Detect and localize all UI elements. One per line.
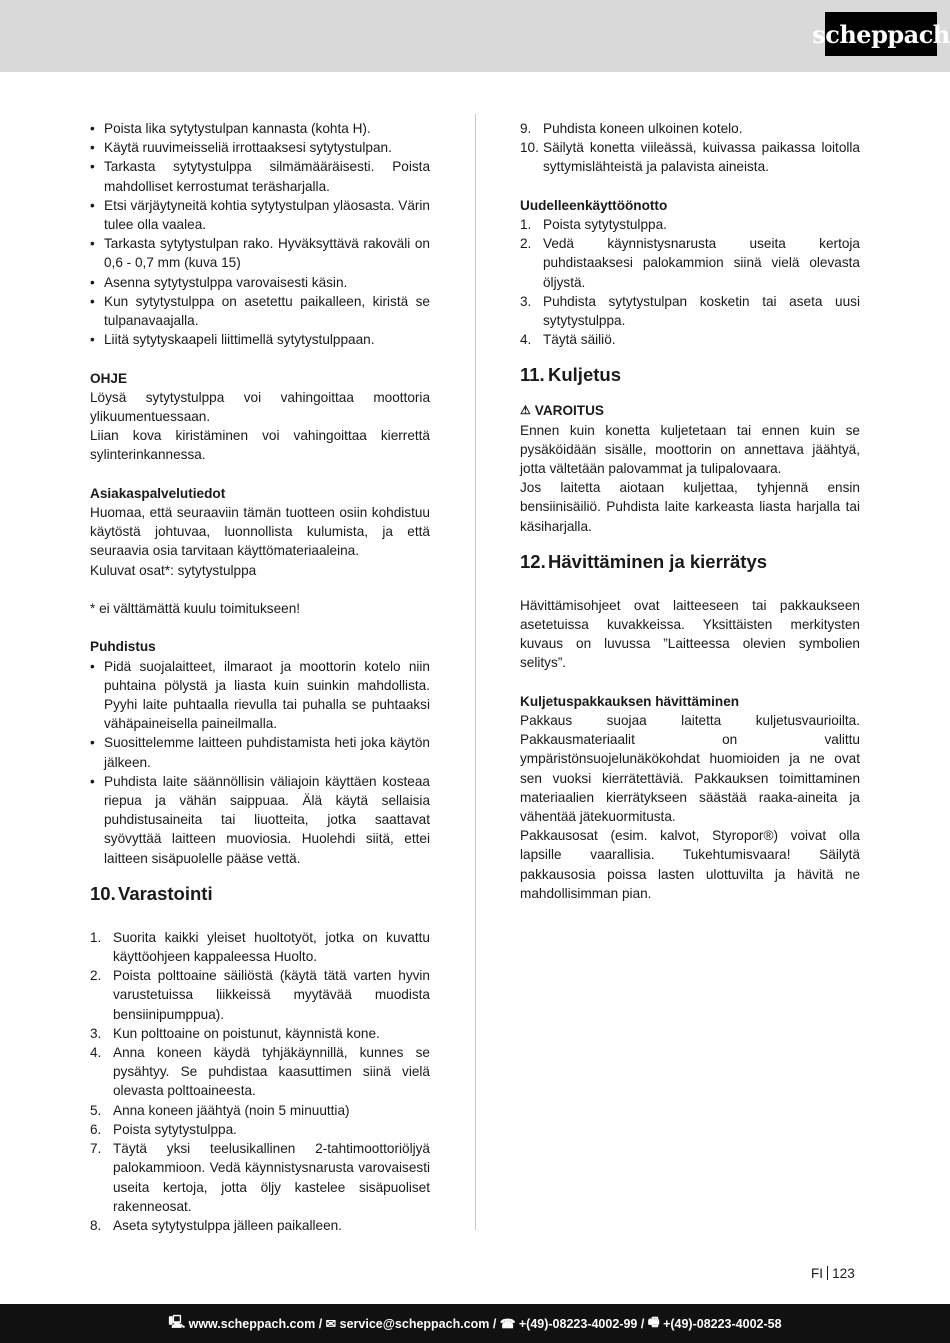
list-item: 4. Anna koneen käydä tyhjäkäynnillä, kunnes se pysähtyy. Se puhdistaa kaasuttimen siinä vielä olevasta polttoaineesta.: [90, 1045, 430, 1099]
list-item: • Käytä ruuvimeisseliä irrottaaksesi sytytystulpan.: [90, 138, 430, 157]
recommissioning-list: [520, 215, 860, 349]
list-item: • Pidä suojalaitteet, ilmaraot ja moottorin kotelo niin puhtaina pölystä ja liasta kuin suinkin mahdollista. Pyyhi laite puhtaalla rievulla tai puhalla se puhtaaksi vähäpaineisella paineilmalla.: [90, 657, 430, 734]
header-bar: [0, 0, 950, 72]
warning-icon: ⚠: [520, 403, 531, 418]
ohje-text: Liian kova kiristäminen voi vahingoittaa kierrettä sylinterinkannessa.: [90, 428, 430, 463]
footer-bar: 🖳 www.scheppach.com / ✉ service@scheppach.com / ☎ +(49)-08223-4002-99 / 🖷 +(49)-08223-4002-58: [0, 1304, 950, 1343]
list-item: • Asenna sytytystulppa varovaisesti käsin.: [90, 273, 430, 292]
list-item: 4. Täytä säiliö.: [520, 332, 616, 348]
phone-number: +(49)-08223-4002-99: [518, 1316, 638, 1331]
packaging-text: Pakkausosat (esim. kalvot, Styropor®) voivat olla lapsille vaarallisia. Tukehtumisvaara! Säilytä pakkausosia poissa lasten ulottuvilta ja hävitä ne mahdollisimman pian.: [520, 828, 860, 901]
list-item: 2. Poista polttoaine säiliöstä (käytä tätä varten hyvin varustetuissa liikkeissä myytävää muodista bensiinipumppua).: [90, 968, 430, 1022]
section-11-title: 11. Kuljetus: [520, 364, 621, 386]
list-item: • Tarkasta sytytystulppa silmämääräisesti. Poista mahdolliset kerrostumat teräsharjalla.: [90, 157, 430, 195]
cleaning-heading: Puhdistus: [90, 639, 156, 655]
spark-plug-steps: [90, 119, 430, 349]
list-item: • Kun sytytystulppa on asetettu paikalleen, kiristä se tulpanavaajalla.: [90, 292, 430, 330]
list-item: 3. Puhdista sytytystulpan kosketin tai aseta uusi sytytystulppa.: [520, 293, 860, 329]
customer-service-heading: Asiakaspalvelutiedot: [90, 485, 226, 501]
footnote: * ei välttämättä kuulu toimitukseen!: [90, 601, 301, 617]
page-number: FI 123: [811, 1266, 855, 1281]
email-link[interactable]: service@scheppach.com: [339, 1316, 490, 1331]
list-item: 7. Täytä yksi teelusikallinen 2-tahtimoottoriöljyä palokammioon. Vedä käynnistysnarusta varovaisesti useita kertoja, jotta öljy kastelee sisäpuoliset rakenneosat.: [90, 1141, 430, 1214]
customer-service-text: Huomaa, että seuraaviin tämän tuotteen osiin kohdistuu käytöstä johtuvaa, luonnollista kulumista, ja että seuraavia osia tarvitaan käyttömateriaaleina.: [90, 505, 430, 559]
storage-list: [90, 928, 430, 1235]
ohje-heading: OHJE: [90, 370, 128, 386]
warning-heading: ⚠ VAROITUS: [520, 401, 860, 420]
disposal-text: Hävittämisohjeet ovat laitteeseen tai pakkaukseen asetetuissa kuvakkeissa. Yksittäisten merkitysten kuvaus on luvussa ”Laitteessa olevien symbolien selitys”.: [520, 597, 860, 671]
storage-list-continued: [520, 119, 860, 177]
wear-parts-text: Kuluvat osat*: sytytystulppa: [90, 562, 257, 578]
warning-text: Jos laitetta aiotaan kuljettaa, tyhjennä ensin bensiinisäiliö. Puhdista laite karkeasta liasta harjalla tai käsiharjalla.: [520, 480, 860, 534]
ohje-text: Löysä sytytystulppa voi vahingoittaa moottoria ylikuumentuessaan.: [90, 389, 430, 425]
list-item: • Tarkasta sytytystulpan rako. Hyväksyttävä rakoväli on 0,6 - 0,7 mm (kuva 15): [90, 234, 430, 272]
fax-icon: 🖷: [647, 1315, 664, 1329]
scheppach-logo: scheppach: [825, 12, 937, 56]
recommissioning-heading: Uudelleenkäyttöönotto: [520, 197, 668, 213]
right-column: [520, 119, 860, 903]
phone-icon: ☎: [499, 1317, 519, 1331]
list-item: • Suosittelemme laitteen puhdistamista heti joka käytön jälkeen.: [90, 733, 430, 771]
list-item: • Etsi värjäytyneitä kohtia sytytystulpan yläosasta. Värin tulee olla vaalea.: [90, 196, 430, 234]
website-link[interactable]: www.scheppach.com: [188, 1316, 316, 1331]
warning-text: Ennen kuin konetta kuljetetaan tai ennen kuin se pysäköidään sisälle, moottorin on annettava jäähtyä, jotta vältetään palovammat ja tulipalovaara.: [520, 422, 860, 477]
section-10-title: 10. Varastointi: [90, 882, 213, 904]
left-column: [90, 119, 430, 1235]
packaging-text: Pakkaus suojaa laitetta kuljetusvaurioilta. Pakkausmateriaalit on valittu ympäristönsuojelunäkökohdat huomioiden ja ne ovat sen vuoksi kierrätettäviä. Pakkauksen toimittaminen materiaalien kierrätykseen säästää raaka-aineita ja vähentää jätekuormitusta.: [520, 713, 860, 825]
list-item: 10. Säilytä konetta viileässä, kuivassa paikassa loitolla syttymislähteistä ja palavista aineista.: [520, 140, 860, 175]
section-12-title: 12. Hävittäminen ja kierrätys: [520, 550, 768, 572]
packaging-disposal-heading: Kuljetuspakkauksen hävittäminen: [520, 693, 740, 709]
fax-number: +(49)-08223-4002-58: [663, 1316, 782, 1331]
list-item: 3. Kun polttoaine on poistunut, käynnistä kone.: [90, 1025, 380, 1041]
list-item: 1. Suorita kaikki yleiset huoltotyöt, jotka on kuvattu käyttöohjeen kappaleessa Huolto.: [90, 929, 430, 965]
list-item: 6. Poista sytytystulppa.: [90, 1121, 237, 1137]
list-item: 8. Aseta sytytystulppa jälleen paikalleen.: [90, 1217, 342, 1233]
list-item: 9. Puhdista koneen ulkoinen kotelo.: [520, 121, 743, 136]
list-item: 2. Vedä käynnistysnarusta useita kertoja puhdistaaksesi palokammion siinä vielä olevasta öljystä.: [520, 236, 860, 290]
list-item: 1. Poista sytytystulppa.: [520, 217, 667, 232]
list-item: • Liitä sytytyskaapeli liittimellä sytytystulppaan.: [90, 330, 430, 349]
cleaning-list: [90, 657, 430, 868]
mail-icon: ✉: [325, 1317, 340, 1331]
list-item: 5. Anna koneen jäähtyä (noin 5 minuuttia): [90, 1102, 350, 1118]
list-item: • Puhdista laite säännöllisin väliajoin käyttäen kosteaa riepua ja vähän saippuaa. Älä käytä sellaisia puhdistusaineita tai liuotteita, jotka saattavat syövyttää laitteen muoviosia. Huolehdi siitä, ettei laitteen sisäpuolelle pääse vettä.: [90, 772, 430, 868]
computer-icon: 🖳: [168, 1315, 189, 1329]
list-item: • Poista lika sytytystulpan kannasta (kohta H).: [90, 119, 430, 138]
column-divider: [475, 114, 476, 1230]
